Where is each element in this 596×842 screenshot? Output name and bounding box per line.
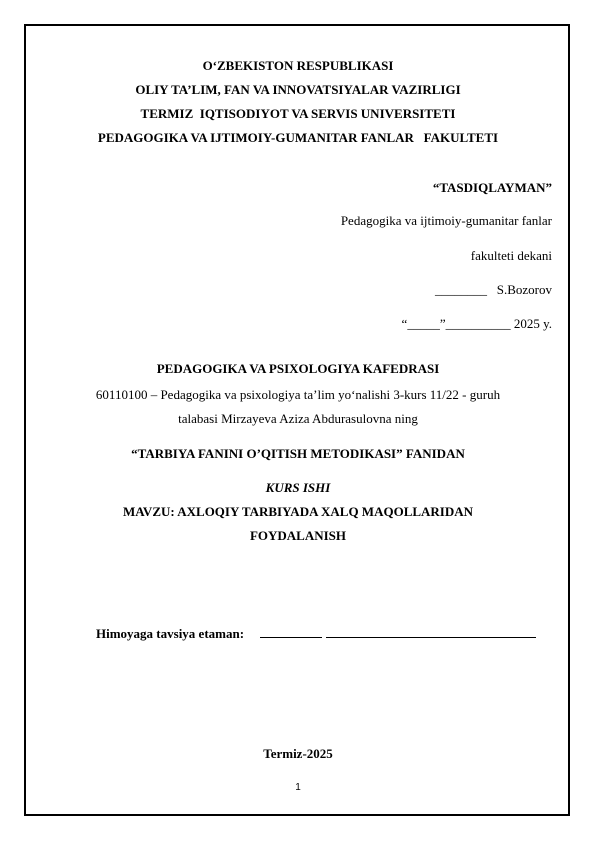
subject-title: “TARBIYA FANINI O’QITISH METODIKASI” FANIDAN (131, 446, 465, 461)
approval-role-line2: fakulteti dekani (470, 248, 552, 263)
student-line2: talabasi Mirzayeva Aziza Abdurasulovna ning (178, 411, 418, 426)
defense-row (96, 625, 536, 642)
defense-label: Himoyaga tavsiya etaman: (96, 626, 245, 641)
topic-line1: MAVZU: AXLOQIY TARBIYADA XALQ MAQOLLARIDAN (122, 504, 474, 519)
university-title: TERMIZ IQTISODIYOT VA SERVIS UNIVERSITETI (140, 106, 456, 121)
faculty-title: PEDAGOGIKA VA IJTIMOIY-GUMANITAR FANLAR FAKULTETI (97, 130, 499, 145)
topic-line2: FOYDALANISH (249, 528, 347, 543)
student-line1: 60110100 – Pedagogika va psixologiya ta’lim yo‘nalishi 3-kurs 11/22 - guruh (95, 387, 501, 402)
approval-signature: ________ S.Bozorov (435, 282, 552, 297)
approval-date: “_____”__________ 2025 y. (401, 316, 552, 331)
department-name: PEDAGOGIKA VA PSIXOLOGIYA KAFEDRASI (156, 361, 440, 376)
approval-role-line1: Pedagogika va ijtimoiy-gumanitar fanlar (340, 213, 552, 228)
ministry-title: OLIY TA’LIM, FAN VA INNOVATSIYALAR VAZIRLIGI (135, 82, 461, 97)
defense-blank-short (260, 625, 322, 638)
defense-blank-long (326, 625, 536, 638)
country-title: O‘ZBEKISTON RESPUBLIKASI (202, 58, 394, 73)
approval-title: “TASDIQLAYMAN” (432, 180, 552, 195)
city-year: Termiz-2025 (263, 746, 333, 761)
work-type: KURS ISHI (265, 480, 331, 495)
page-number: 1 (295, 782, 301, 793)
